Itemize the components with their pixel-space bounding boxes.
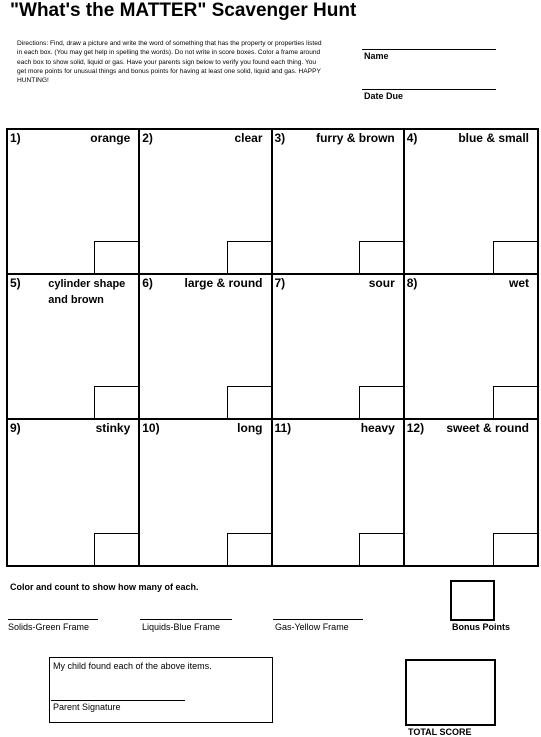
item-box-2[interactable] [140,130,272,275]
item-number: 9) [10,421,21,435]
bonus-points-label: Bonus Points [452,622,510,632]
parent-note-text: My child found each of the above items. [53,661,212,671]
signature-line[interactable] [51,700,185,701]
parent-verification-box [49,657,273,723]
name-line[interactable] [362,49,496,50]
item-box-11[interactable] [273,420,405,565]
item-number: 2) [142,131,153,145]
score-box[interactable] [94,386,138,418]
item-box-9[interactable] [8,420,140,565]
solids-count-line[interactable] [8,619,98,620]
item-box-8[interactable] [405,275,537,420]
item-number: 10) [142,421,160,435]
item-box-1[interactable] [8,130,140,275]
directions-text: Directions: Find, draw a picture and write the word of something that has the property or properties listed in each box. (You may get help in spelling the words). Do not write in score boxes. Color a frame around each box to show solid, liquid or gas. Have your parents sign below to verify you found each thing. You get more points for unusual things and bonus points for having at least one solid, liquid and gas. HAPPY HUNTING! [17,40,322,85]
item-property: large & round [184,276,263,290]
name-label: Name [364,51,389,61]
gas-count-line[interactable] [273,619,363,620]
item-number: 7) [274,276,286,290]
item-box-3[interactable] [273,130,405,275]
date-due-label: Date Due [364,91,404,101]
item-number: 5) [10,276,21,290]
score-box[interactable] [227,386,271,418]
item-property: heavy [360,421,395,435]
worksheet-title: "What's the MATTER" Scavenger Hunt [10,0,357,21]
score-box[interactable] [359,386,403,418]
solids-label: Solids-Green Frame [8,622,90,632]
item-property: sour [368,276,395,290]
total-score-box[interactable] [405,659,496,726]
item-box-6[interactable] [140,275,272,420]
score-box[interactable] [94,241,138,273]
item-property: wet [508,276,529,290]
liquids-label: Liquids-Blue Frame [142,622,221,632]
item-property: orange [90,131,131,145]
gas-label: Gas-Yellow Frame [275,622,349,632]
bonus-points-box[interactable] [450,580,495,621]
item-property: clear [234,131,263,145]
item-property: long [237,421,263,435]
item-property: blue & small [458,131,529,145]
item-box-12[interactable] [405,420,537,565]
score-box[interactable] [359,241,403,273]
item-number: 11) [274,421,292,435]
item-property: stinky [95,421,131,435]
score-box[interactable] [493,241,537,273]
item-number: 6) [142,276,153,290]
score-box[interactable] [493,386,537,418]
score-box[interactable] [227,241,271,273]
item-number: 8) [406,276,418,290]
item-number: 3) [274,131,286,145]
item-box-5[interactable] [8,275,140,420]
item-number: 1) [10,131,21,145]
item-property: cylinder shape and brown [48,278,126,306]
item-box-7[interactable] [273,275,405,420]
score-box[interactable] [359,533,403,565]
item-property: furry & brown [316,131,395,145]
total-score-label: TOTAL SCORE [408,727,472,737]
item-number: 4) [406,131,418,145]
count-instruction: Color and count to show how many of each. [10,582,199,592]
hunt-grid [6,128,539,567]
signature-label: Parent Signature [53,702,121,712]
score-box[interactable] [227,533,271,565]
item-box-10[interactable] [140,420,272,565]
item-property: sweet & round [446,421,529,435]
date-due-line[interactable] [362,89,496,90]
liquids-count-line[interactable] [140,619,232,620]
score-box[interactable] [493,533,537,565]
item-box-4[interactable] [405,130,537,275]
score-box[interactable] [94,533,138,565]
item-number: 12) [406,421,425,435]
